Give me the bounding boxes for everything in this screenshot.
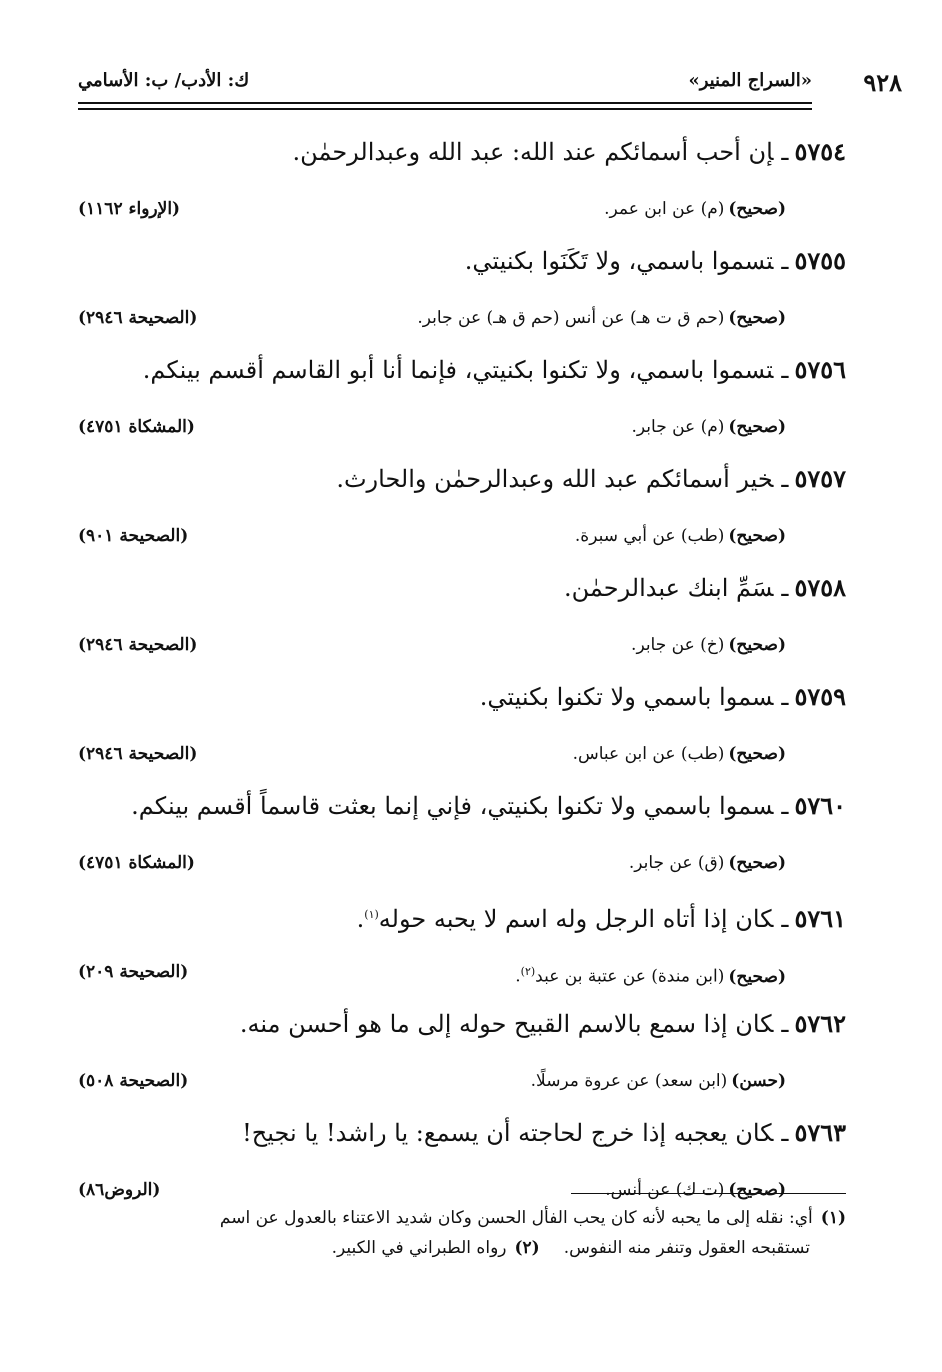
source-text: (ت ك) عن أنس. (605, 1180, 725, 1200)
hadith-number: ٥٧٥٩ (794, 682, 846, 711)
source-text: (ابن مندة) عن عتبة بن عبد (535, 966, 725, 987)
hadith-number: ٥٧٦١ (794, 904, 846, 933)
hadith-text: كان إذا أتاه الرجل وله اسم لا يحبه حوله (378, 905, 774, 933)
hadith-text-end: . (356, 905, 365, 933)
hadith-source (632, 404, 787, 450)
hadith-line: ٥٧٥٧ـخير أسمائكم عبد الله وعبدالرحمٰن والحارث. (336, 464, 846, 493)
source-text: (م) عن جابر. (631, 417, 725, 437)
hadith-grade: (صحيح) (728, 966, 786, 987)
hadith-text: سموا باسمي ولا تكنوا بكنيتي. (479, 683, 774, 711)
hadith-reference: (الروض٨٦) (78, 1180, 161, 1200)
source-text: (ق) عن جابر. (628, 853, 725, 873)
hadith-entry (78, 237, 846, 346)
source-text: (ابن سعد) عن عروة مرسلًا. (530, 1071, 728, 1091)
hadith-text: خير أسمائكم عبد الله وعبدالرحمٰن والحارث. (336, 465, 774, 493)
hadith-source (575, 513, 786, 559)
hadith-text: سَمِّ ابنك عبدالرحمٰن. (563, 574, 774, 602)
footnotes (78, 1203, 846, 1263)
footnote-separator (571, 1193, 846, 1194)
hadith-grade: (صحيح) (728, 308, 786, 328)
hadith-entry (78, 455, 846, 564)
hadith-number: ٥٧٥٦ (794, 355, 846, 384)
footnote-continuation (78, 1233, 846, 1263)
hadith-grade: (صحيح) (728, 417, 786, 437)
hadith-entry (78, 673, 846, 782)
hadith-entry (78, 564, 846, 673)
source-line (78, 622, 846, 668)
footnote-marker[interactable]: (١) (364, 908, 379, 921)
footnote-1 (78, 1203, 846, 1233)
footnote-number: (١) (820, 1208, 846, 1228)
hadith-entry (78, 346, 846, 455)
hadith-source (604, 186, 786, 232)
hadith-grade: (صحيح) (728, 1180, 786, 1200)
footnote-text: تستقبحه العقول وتنفر منه النفوس. (563, 1238, 810, 1258)
hadith-grade: (صحيح) (728, 526, 786, 546)
hadith-line: ٥٧٥٤ـإن أحب أسمائكم عند الله: عبد الله وعبدالرحمٰن. (292, 137, 846, 166)
hadith-source (573, 731, 786, 777)
header-rule-bottom (78, 108, 812, 110)
hadith-number: ٥٧٥٥ (794, 246, 846, 275)
hadith-entry (78, 128, 846, 237)
hadith-text: تسموا باسمي، ولا تكنوا بكنيتي، فإنما أنا أبو القاسم أقسم بينكم. (142, 356, 774, 384)
hadith-text: سموا باسمي ولا تكنوا بكنيتي، فإني إنما بعثت قاسماً أقسم بينكم. (131, 792, 774, 820)
hadith-reference: (الصحيحة ٢٩٤٦) (78, 744, 198, 764)
source-line (78, 840, 846, 886)
hadith-line: ٥٧٦٣ـكان يعجبه إذا خرج لحاجته أن يسمع: يا راشد! يا نجيح! (242, 1118, 846, 1147)
hadith-entry (78, 1109, 846, 1218)
hadith-entry (78, 891, 846, 1000)
hadith-text: تسموا باسمي، ولا تَكَنَوا بكنيتي. (464, 247, 774, 275)
hadith-grade: (صحيح) (728, 853, 786, 873)
source-text: (خ) عن جابر. (631, 635, 725, 655)
hadith-line: ٥٧٥٥ـتسموا باسمي، ولا تَكَنَوا بكنيتي. (464, 246, 846, 275)
hadith-number: ٥٧٦٢ (794, 1009, 846, 1038)
hadith-entry (78, 782, 846, 891)
header-rule-top (78, 102, 812, 104)
hadith-reference: (الصحيحة ٢٩٤٦) (78, 635, 198, 655)
hadith-reference: (الصحيحة ٢٩٤٦) (78, 308, 198, 328)
page-number: ٩٢٨ (863, 68, 902, 97)
hadith-source (417, 295, 786, 341)
hadith-line: ٥٧٥٨ـسَمِّ ابنك عبدالرحمٰن. (563, 573, 846, 602)
hadith-source (629, 840, 786, 886)
source-line (78, 295, 846, 341)
hadith-number: ٥٧٦٠ (794, 791, 846, 820)
source-text-end: . (515, 966, 521, 987)
source-line (78, 513, 846, 559)
source-line (78, 1058, 846, 1104)
source-text: (حم ق ت هـ) عن أنس (حم ق هـ) عن جابر. (417, 308, 725, 328)
source-line (78, 731, 846, 777)
hadith-reference: (المشكاة ٤٧٥١) (78, 853, 195, 873)
hadith-number: ٥٧٥٧ (794, 464, 846, 493)
hadith-line: ٥٧٦٠ـسموا باسمي ولا تكنوا بكنيتي، فإني إنما بعثت قاسماً أقسم بينكم. (131, 791, 846, 820)
source-line (78, 404, 846, 450)
footnote-marker[interactable]: (٢) (520, 965, 536, 978)
hadith-line: ٥٧٦٢ـكان إذا سمع بالاسم القبيح حوله إلى ما هو أحسن منه. (239, 1009, 846, 1038)
hadith-text: كان يعجبه إذا خرج لحاجته أن يسمع: يا راشد! يا نجيح! (242, 1119, 774, 1147)
hadith-number: ٥٧٥٨ (794, 573, 846, 602)
hadith-text: كان إذا سمع بالاسم القبيح حوله إلى ما هو أحسن منه. (239, 1010, 774, 1038)
hadith-grade: (صحيح) (728, 199, 786, 219)
running-title: «السراج المنير» (688, 70, 812, 91)
hadith-grade: (حسن) (731, 1071, 786, 1091)
hadith-list (78, 128, 846, 1218)
hadith-text: إن أحب أسمائكم عند الله: عبد الله وعبدالرحمٰن. (292, 138, 774, 166)
hadith-grade: (صحيح) (728, 635, 786, 655)
hadith-reference: (الصحيحة ٥٠٨) (78, 1071, 189, 1091)
hadith-line: ٥٧٥٩ـسموا باسمي ولا تكنوا بكنيتي. (479, 682, 846, 711)
hadith-number: ٥٧٥٤ (794, 137, 846, 166)
hadith-source (515, 949, 786, 1000)
source-text: (م) عن ابن عمر. (604, 199, 725, 219)
hadith-source (531, 1058, 786, 1104)
hadith-number: ٥٧٦٣ (794, 1118, 846, 1147)
hadith-reference: (الإرواء ١١٦٢) (78, 199, 181, 219)
hadith-entry (78, 1000, 846, 1109)
hadith-reference: (الصحيحة ٢٠٩) (78, 962, 189, 982)
page-header (78, 62, 902, 122)
hadith-line: ٥٧٦١ـكان إذا أتاه الرجل وله اسم لا يحبه حوله$^{(١)}$. (356, 904, 846, 933)
hadith-reference: (الصحيحة ٩٠١) (78, 526, 189, 546)
hadith-reference: (المشكاة ٤٧٥١) (78, 417, 195, 437)
source-line (78, 186, 846, 232)
chapter-title: ك: الأدب/ ب: الأسامي (78, 70, 250, 91)
hadith-source (631, 622, 786, 668)
footnote-number: (٢) (514, 1238, 540, 1258)
footnote-text: رواه الطبراني في الكبير. (331, 1238, 507, 1258)
source-text: (طب) عن أبي سبرة. (574, 526, 725, 546)
footnote-text: أي: نقله إلى ما يحبه لأنه كان يحب الفأل الحسن وكان شديد الاعتناء بالعدول عن اسم (219, 1208, 813, 1228)
source-text: (طب) عن ابن عباس. (572, 744, 725, 764)
source-line (78, 949, 846, 995)
hadith-line: ٥٧٥٦ـتسموا باسمي، ولا تكنوا بكنيتي، فإنما أنا أبو القاسم أقسم بينكم. (142, 355, 846, 384)
hadith-grade: (صحيح) (728, 744, 786, 764)
